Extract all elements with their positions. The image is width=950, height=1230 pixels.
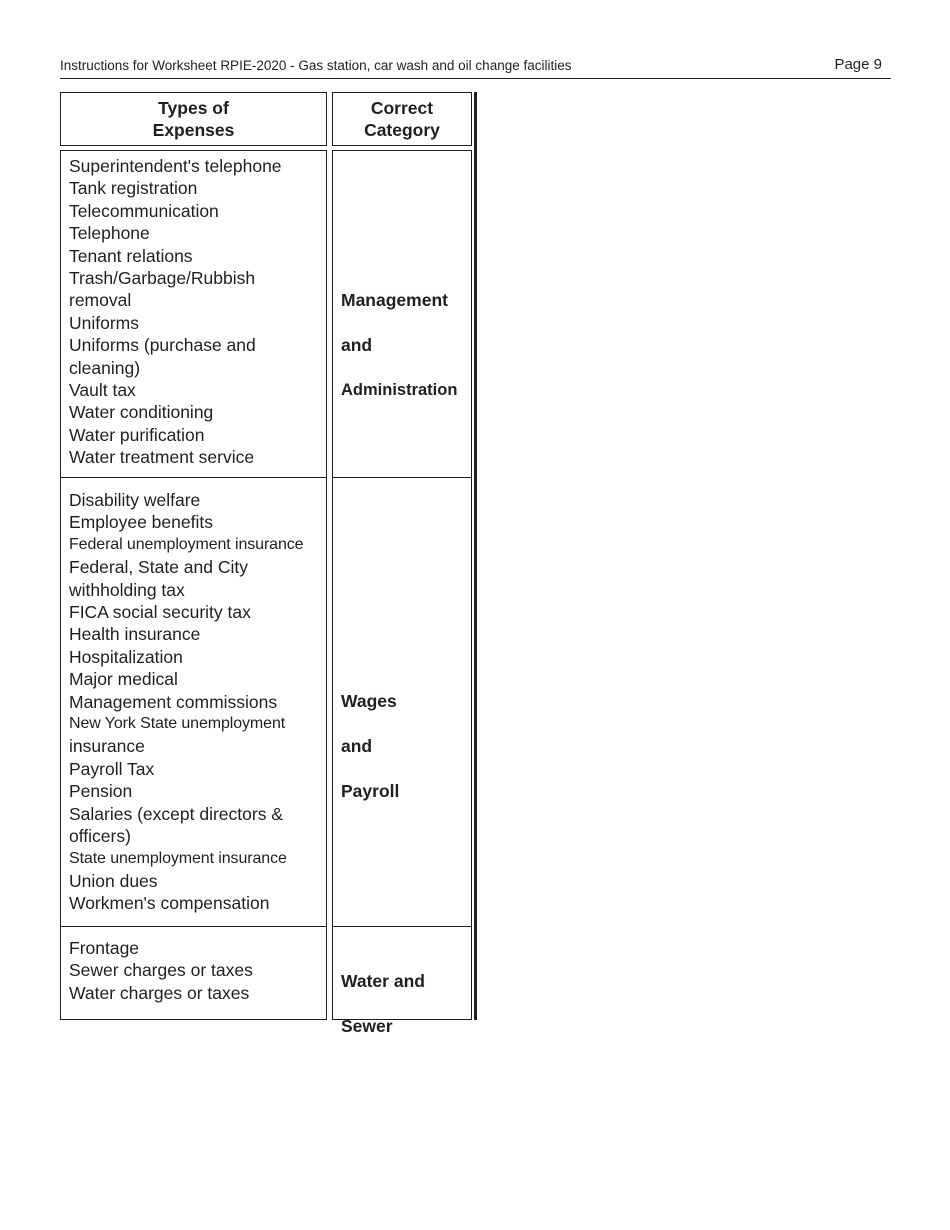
list-item: Water charges or taxes bbox=[69, 982, 250, 1003]
list-item: Pension bbox=[69, 781, 133, 802]
list-item: Telephone bbox=[69, 223, 150, 244]
list-item: Water conditioning bbox=[69, 402, 214, 423]
list-item: New York State unemployment bbox=[69, 715, 286, 733]
types-header-label: Types of Expenses bbox=[152, 97, 235, 140]
category-line: Management bbox=[341, 290, 448, 311]
list-item: Disability welfare bbox=[69, 490, 201, 510]
category-line: and bbox=[341, 736, 373, 757]
list-item: Water purification bbox=[69, 424, 205, 445]
expense-list bbox=[69, 155, 322, 469]
category-line: Payroll bbox=[341, 781, 400, 802]
category-line: Sewer bbox=[341, 1016, 393, 1037]
list-item: State unemployment insurance bbox=[69, 849, 287, 867]
list-item: Uniforms (purchase and bbox=[69, 335, 256, 356]
list-item: Federal unemployment insurance bbox=[69, 535, 304, 553]
list-item: Hospitalization bbox=[69, 646, 183, 667]
header-correct-category bbox=[332, 92, 472, 146]
list-item: Frontage bbox=[69, 938, 140, 958]
category-management-cell bbox=[332, 150, 472, 478]
category-label bbox=[341, 948, 425, 1060]
category-water-cell bbox=[332, 926, 472, 1037]
list-item: Union dues bbox=[69, 870, 158, 891]
category-line: Water and bbox=[341, 971, 425, 992]
list-item: Sewer charges or taxes bbox=[69, 960, 253, 981]
list-item: Tenant relations bbox=[69, 245, 193, 266]
category-wages-cell bbox=[332, 477, 472, 927]
list-item: Water treatment service bbox=[69, 447, 255, 468]
list-item: Superintendent's telephone bbox=[69, 156, 282, 176]
category-label bbox=[341, 267, 457, 424]
list-item: removal bbox=[69, 290, 132, 311]
expense-category-table bbox=[60, 92, 477, 1037]
list-item: Health insurance bbox=[69, 624, 201, 645]
expense-group-management bbox=[60, 150, 327, 478]
list-item: Salaries (except directors & bbox=[69, 803, 283, 824]
category-label bbox=[341, 668, 399, 825]
category-line: Wages bbox=[341, 691, 397, 712]
expense-list bbox=[69, 489, 322, 915]
list-item: Telecommunication bbox=[69, 200, 219, 221]
list-item: cleaning) bbox=[69, 357, 141, 378]
list-item: Payroll Tax bbox=[69, 758, 155, 779]
expense-group-water bbox=[60, 926, 327, 1020]
list-item: Employee benefits bbox=[69, 512, 213, 533]
category-line: and bbox=[341, 335, 373, 356]
header-types-of-expenses bbox=[60, 92, 327, 146]
list-item: insurance bbox=[69, 736, 145, 757]
category-header-label: Correct Category bbox=[364, 97, 440, 140]
list-item: Management commissions bbox=[69, 691, 278, 712]
list-item: Vault tax bbox=[69, 380, 136, 401]
document-title: Instructions for Worksheet RPIE-2020 - Gas station, car wash and oil change facilities bbox=[60, 58, 572, 73]
list-item: Major medical bbox=[69, 669, 178, 690]
list-item: Trash/Garbage/Rubbish bbox=[69, 268, 256, 289]
expense-group-wages bbox=[60, 477, 327, 927]
list-item: Tank registration bbox=[69, 178, 198, 199]
category-line: Administration bbox=[341, 381, 458, 400]
list-item: officers) bbox=[69, 826, 131, 847]
page-number: Page 9 bbox=[834, 56, 882, 73]
list-item: withholding tax bbox=[69, 579, 185, 600]
list-item: Workmen's compensation bbox=[69, 893, 270, 914]
list-item: Federal, State and City bbox=[69, 557, 248, 578]
page-header bbox=[60, 56, 891, 79]
list-item: FICA social security tax bbox=[69, 602, 251, 623]
list-item: Uniforms bbox=[69, 312, 140, 333]
expense-list bbox=[69, 937, 322, 1004]
